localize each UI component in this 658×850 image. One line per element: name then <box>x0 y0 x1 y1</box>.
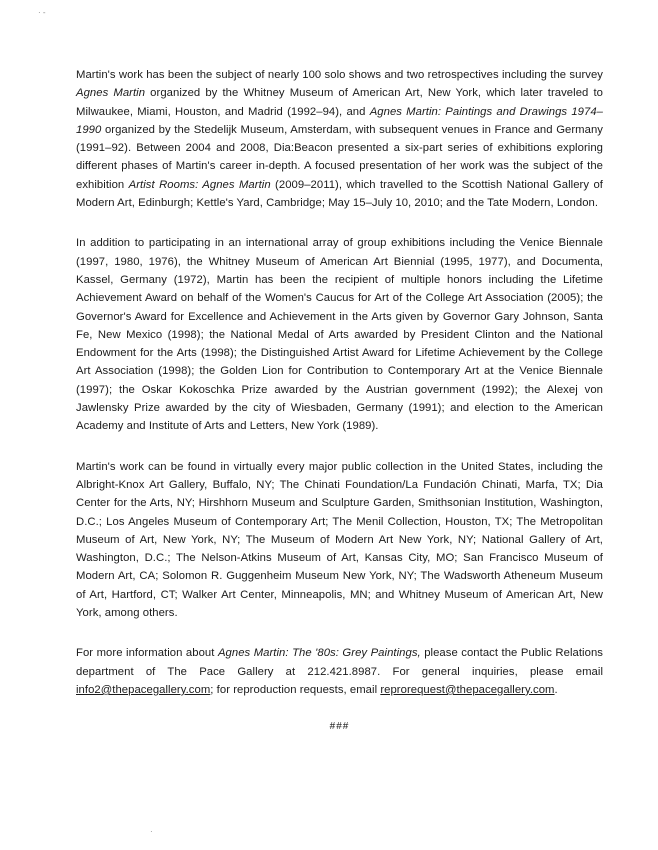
paragraph-collections: Martin's work can be found in virtually every major public collection in the United States, including the Albright-Knox Art Gallery, Buffalo, NY; The Chinati Foundation/La Fundación Chinati, Marfa, TX; Dia Center for the Arts, NY; Hirshhorn Museum and Sculpture Garden, Smithsonian Institution, Washington, D.C.; Los Angeles Museum of Contemporary Art; The Menil Collection, Houston, TX; The Metropolitan Museum of Art, New York, NY; The Museum of Modern Art New York, NY; National Gallery of Art, Washington, D.C.; The Nelson-Atkins Museum of Art, Kansas City, MO; San Francisco Museum of Modern Art, CA; Solomon R. Guggenheim Museum New York, NY; The Wadsworth Atheneum Museum of Art, Hartford, CT; Walker Art Center, Minneapolis, MN; and Whitney Museum of American Art, New York, among others. <box>76 460 603 620</box>
scan-speck-top-left: · - <box>38 8 46 17</box>
p1-title-agnes-martin: Agnes Martin <box>76 87 146 100</box>
info-email-link[interactable]: info2@thepacegallery.com <box>76 683 211 696</box>
paragraph-exhibitions <box>76 66 603 212</box>
p1-text-e: organized by the Stedelijk Museum, Amsterdam, with subsequent venues in France and Germany (1991–92). Between 2004 and 2008, Dia:Beacon presented a six-part series of exhibitions exploring different phases of Martin's career in-depth. A focused presentation of her work was the subject of the exhibition <box>76 123 603 191</box>
p4-text-e: . <box>554 683 558 696</box>
p4-title-grey-paintings: Agnes Martin: The '80s: Grey Paintings, <box>217 647 421 660</box>
p4-text-d: ; for reproduction requests, email <box>210 683 381 696</box>
p1-text-c: organized by the Whitney Museum of American Art, New York, which later traveled to Milwaukee, Miami, Houston, and Madrid (1992–94), and <box>76 87 603 118</box>
scan-speck-bottom-left: · <box>150 827 153 836</box>
p1-title-paintings-drawings: Agnes Martin: Paintings and Drawings 1974–1990 <box>76 105 604 136</box>
p1-title-artist-rooms: Artist Rooms: Agnes Martin <box>128 178 271 191</box>
paragraph-contact <box>76 644 603 699</box>
repro-email-link[interactable]: reprorequest@thepacegallery.com <box>380 683 555 696</box>
paragraph-honors: In addition to participating in an international array of group exhibitions including the Venice Biennale (1997, 1980, 1976), the Whitney Museum of American Art Biennial (1995, 1977), and Documenta, Kassel, Germany (1972), Martin has been the recipient of multiple honors including the Lifetime Achievement Award on behalf of the Women's Caucus for Art of the College Art Association (2005); the Governor's Award for Excellence and Achievement in the Arts given by Governor Gary Johnson, Santa Fe, New Mexico (1998); the National Medal of Arts awarded by President Clinton and the National Endowment for the Arts (1998); the Distinguished Artist Award for Lifetime Achievement by the College Art Association (1998); the Golden Lion for Contribution to Contemporary Art at the Venice Biennale (1997); the Oskar Kokoschka Prize awarded by the Austrian government (1992); the Alexej von Jawlensky Prize awarded by the city of Wiesbaden, Germany (1991); and election to the American Academy and Institute of Arts and Letters, New York (1989). <box>76 237 603 433</box>
end-mark: ### <box>329 721 350 733</box>
p4-text-a: For more information about <box>76 647 218 660</box>
press-release-page <box>76 66 603 732</box>
p1-text-a: Martin's work has been the subject of nearly 100 solo shows and two retrospectives including the survey <box>76 69 603 81</box>
p1-text-g: (2009–2011), which travelled to the Scottish National Gallery of Modern Art, Edinburgh; Kettle's Yard, Cambridge; May 15–July 10, 2010; and the Tate Modern, London. <box>76 178 603 210</box>
p4-text-c: please contact the Public Relations department of The Pace Gallery at 212.421.8987. For general inquiries, please email <box>76 647 603 678</box>
